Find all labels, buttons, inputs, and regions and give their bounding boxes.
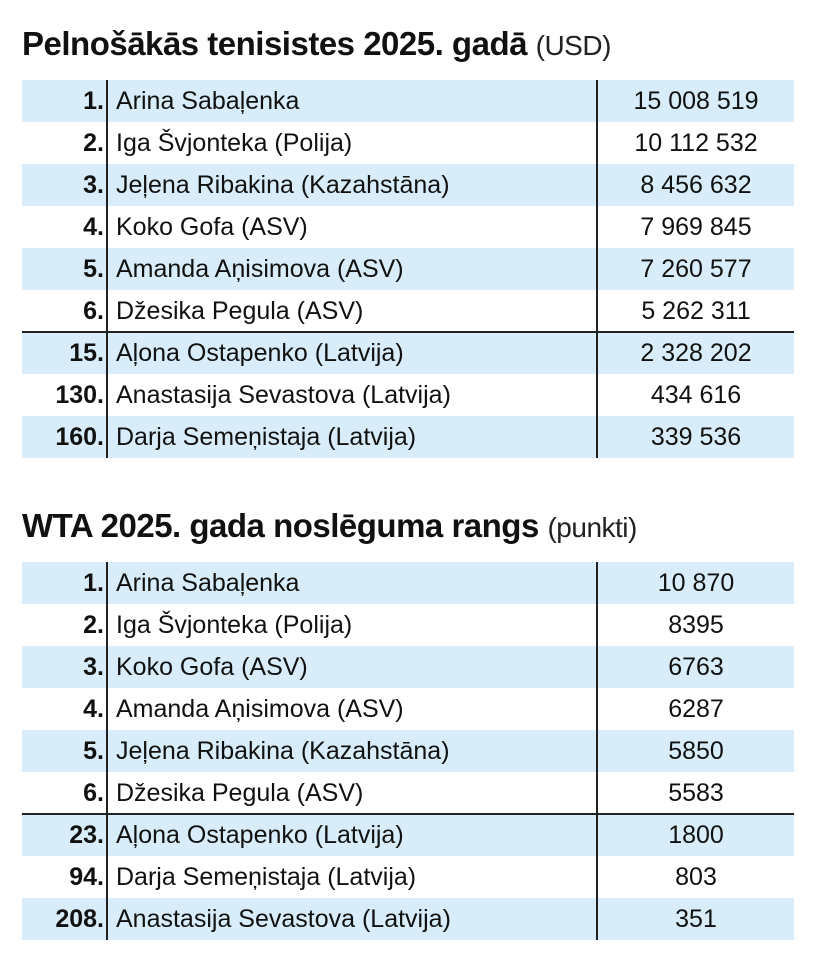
rank-cell: 1. [83,87,104,115]
value-cell: 339 536 [650,423,742,451]
rank-cell: 4. [83,213,104,241]
rank-cell: 15. [69,339,104,367]
latvia-separator [22,331,794,333]
value-cell: 1800 [668,821,724,849]
value-cell: 5850 [668,737,724,765]
rank-cell: 2. [83,129,104,157]
table-row [22,814,794,856]
ranking-unit: (punkti) [547,512,637,543]
table-row [22,856,794,898]
value-cell: 5 262 311 [641,297,751,325]
rank-cell: 23. [69,821,104,849]
value-cell: 8395 [668,611,724,639]
value-cell: 6287 [668,695,724,723]
ranking-title: WTA 2025. gada noslēguma rangs [22,507,539,544]
rank-cell: 6. [83,779,104,807]
value-cell: 8 456 632 [640,171,752,199]
value-cell: 434 616 [650,381,742,409]
rank-cell: 2. [83,611,104,639]
player-name-cell: Darja Semeņistaja (Latvija) [116,863,417,891]
player-name-cell: Darja Semeņistaja (Latvija) [116,423,417,451]
player-name-cell: Koko Gofa (ASV) [116,213,308,241]
value-cell: 10 112 532 [634,129,758,157]
player-name-cell: Jeļena Ribakina (Kazahstāna) [116,737,450,765]
rank-cell: 94. [69,863,104,891]
player-name-cell: Aļona Ostapenko (Latvija) [116,821,404,849]
player-name-cell: Iga Švjonteka (Polija) [116,129,353,157]
player-name-cell: Anastasija Sevastova (Latvija) [116,381,451,409]
rank-cell: 160. [55,423,104,451]
table-row [22,290,794,332]
table-row [22,604,794,646]
value-cell: 2 328 202 [640,339,752,367]
value-cell: 5583 [668,779,724,807]
value-cell: 15 008 519 [633,87,759,115]
table-row [22,122,794,164]
column-divider [596,80,598,458]
rank-cell: 130. [55,381,104,409]
rank-cell: 4. [83,695,104,723]
rank-cell: 1. [83,569,104,597]
value-cell: 6763 [668,653,724,681]
player-name-cell: Aļona Ostapenko (Latvija) [116,339,404,367]
table-row [22,248,794,290]
player-name-cell: Džesika Pegula (ASV) [116,297,364,325]
table-row [22,898,794,940]
value-cell: 803 [675,863,717,891]
rank-cell: 3. [83,171,104,199]
rank-cell: 5. [83,737,104,765]
player-name-cell: Iga Švjonteka (Polija) [116,611,353,639]
player-name-cell: Anastasija Sevastova (Latvija) [116,905,451,933]
player-name-cell: Amanda Aņisimova (ASV) [116,695,404,723]
rank-cell: 3. [83,653,104,681]
value-cell: 351 [675,905,717,933]
table-row [22,416,794,458]
table-row [22,772,794,814]
value-cell: 10 870 [657,569,735,597]
table-row [22,332,794,374]
table-row [22,164,794,206]
column-divider [596,562,598,940]
column-divider [106,80,108,458]
value-cell: 7 260 577 [640,255,752,283]
table-row [22,688,794,730]
table-row [22,80,794,122]
rank-cell: 5. [83,255,104,283]
earnings-heading [22,24,611,66]
ranking-table [22,562,794,940]
player-name-cell: Arina Sabaļenka [116,87,300,115]
value-cell: 7 969 845 [640,213,752,241]
table-row [22,206,794,248]
player-name-cell: Džesika Pegula (ASV) [116,779,364,807]
table-row [22,646,794,688]
table-row [22,730,794,772]
column-divider [106,562,108,940]
earnings-title: Pelnošākās tenisistes 2025. gadā [22,25,527,62]
table-row [22,374,794,416]
ranking-heading [22,506,637,548]
latvia-separator [22,813,794,815]
earnings-unit: (USD) [535,30,611,61]
earnings-table [22,80,794,458]
player-name-cell: Jeļena Ribakina (Kazahstāna) [116,171,450,199]
rank-cell: 208. [55,905,104,933]
rank-cell: 6. [83,297,104,325]
player-name-cell: Arina Sabaļenka [116,569,300,597]
table-row [22,562,794,604]
player-name-cell: Koko Gofa (ASV) [116,653,308,681]
player-name-cell: Amanda Aņisimova (ASV) [116,255,404,283]
